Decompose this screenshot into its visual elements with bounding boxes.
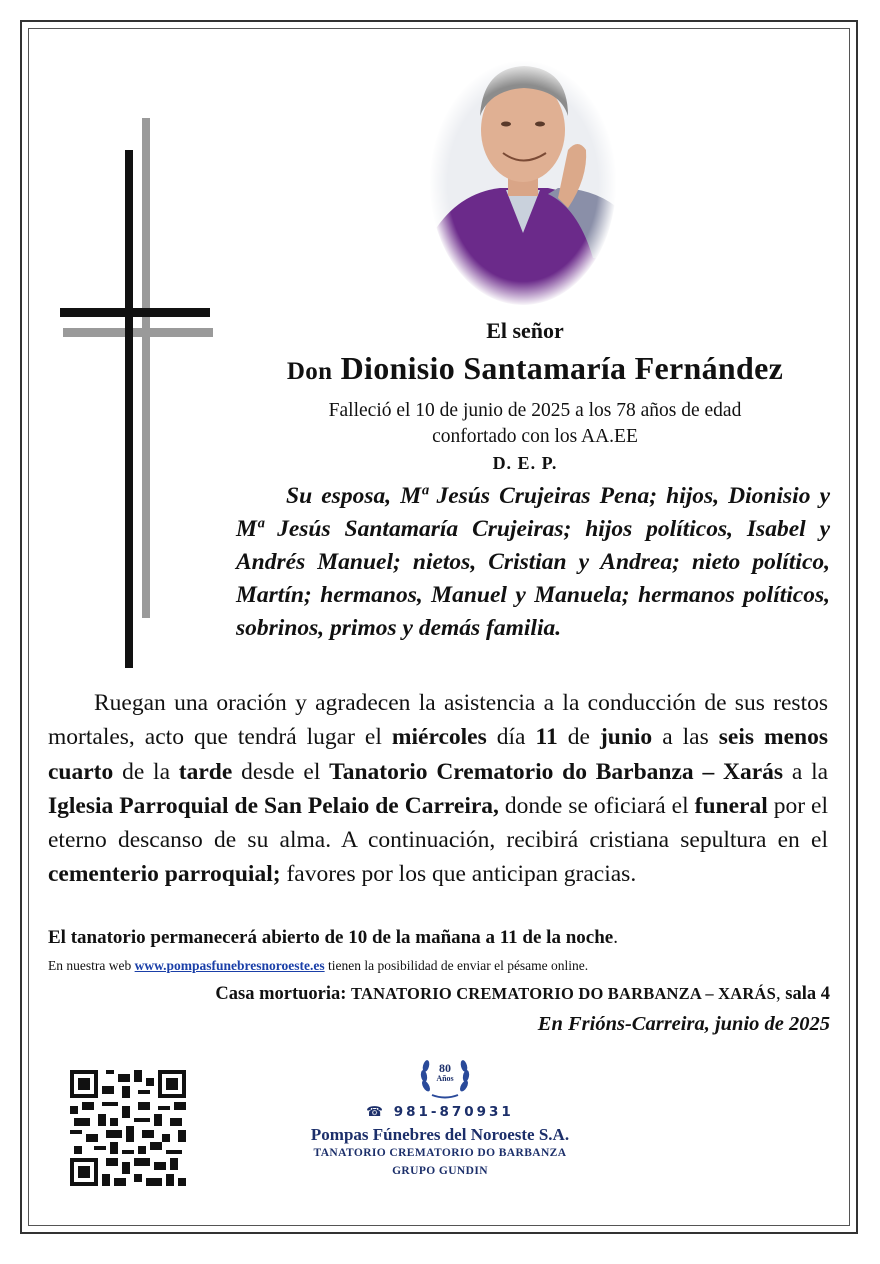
ceremony-text: día (496, 724, 526, 751)
family-paragraph: Su esposa, Mª Jesús Crujeiras Pena; hijos, Dionisio y Mª Jesús Santamaría Crujeiras; hijos políticos, Isabel y Andrés Manuel; nietos, Cristian y Andrea; nieto político, Martín; hermanos, Manuel y Manuela; hermanos políticos, sobrinos, primos y demás familia. (236, 483, 830, 641)
web-text-after: tienen la posibilidad de enviar el pésame online. (324, 958, 589, 973)
house-name: TANATORIO CREMATORIO DO BARBANZA – XARÁS (351, 984, 777, 1003)
cross-icon (60, 118, 220, 673)
qr-code-icon[interactable] (70, 1070, 186, 1186)
place-date: En Frións-Carreira, junio de 2025 (537, 1013, 830, 1035)
house-sep: , (776, 984, 781, 1004)
laurel-badge-icon (418, 1050, 472, 1102)
web-notice (48, 958, 838, 974)
company-name: Pompas Fúnebres del Noroeste S.A. (310, 1125, 570, 1144)
death-line-1: Falleció el 10 de junio de 2025 a los 78 años de edad (328, 400, 742, 421)
ceremony-cemetery: cementerio parroquial; (48, 861, 281, 888)
phone-icon: ☎ (366, 1104, 386, 1120)
death-line-2: confortado con los AA.EE (432, 426, 638, 447)
company-subtitle-1: TANATORIO CREMATORIO DO BARBANZA (313, 1147, 567, 1159)
ceremony-month: junio (599, 724, 653, 751)
ceremony-period: tarde (178, 758, 233, 785)
badge-number: 80 (439, 1061, 451, 1075)
ceremony-day: miércoles (391, 724, 487, 751)
phone-number[interactable]: 981-870931 (393, 1104, 514, 1120)
death-info (250, 398, 820, 450)
ceremony-text: a la (791, 758, 829, 785)
name-text: Dionisio Santamaría Fernández (340, 350, 784, 386)
deceased-name (220, 350, 850, 387)
dep-text: D. E. P. (492, 453, 558, 473)
phone-line (280, 1104, 600, 1120)
web-text-before: En nuestra web (48, 958, 135, 973)
ceremony-text: a las (662, 724, 709, 751)
ceremony-text: por el eterno descanso de su alma. A continuación, recibirá cristiana sepultura en el (48, 792, 829, 854)
hours-text: El tanatorio permanecerá abierto de 10 de la mañana a 11 de la noche (48, 927, 614, 948)
opening-hours (48, 927, 838, 949)
website-link[interactable]: www.pompasfunebresnoroeste.es (134, 958, 325, 973)
ceremony-text: desde el (241, 758, 321, 785)
ceremony-text: donde se oficiará el (504, 792, 689, 819)
ceremony-church: Iglesia Parroquial de San Pelaio de Carreira, (48, 792, 499, 819)
ceremony-text: Ruegan una oración y agradecen la asistencia a la conducción de sus restos mortales, acto que tendrá lugar el (48, 690, 828, 751)
portrait-photo (428, 58, 618, 308)
house-room: sala 4 (785, 984, 830, 1004)
ceremony-time: seis menos cuarto (48, 724, 829, 785)
ceremony-text: de la (122, 758, 170, 785)
ceremony-paragraph (48, 686, 828, 892)
ceremony-service: funeral (694, 792, 768, 819)
name-prefix: Don (286, 358, 333, 385)
ceremony-origin: Tanatorio Crematorio do Barbanza – Xarás (329, 758, 784, 785)
ceremony-text: favores por los que anticipan gracias. (286, 861, 637, 888)
ceremony-text: de (567, 724, 590, 751)
ceremony-daynum: 11 (535, 724, 558, 751)
funeral-home-line (48, 984, 830, 1005)
company-subtitle-2: GRUPO GUNDIN (392, 1165, 488, 1177)
intro-text: El señor (486, 318, 564, 343)
badge-word: Años (436, 1074, 454, 1083)
house-label: Casa mortuoria: (215, 984, 347, 1004)
hours-end: . (613, 927, 618, 948)
